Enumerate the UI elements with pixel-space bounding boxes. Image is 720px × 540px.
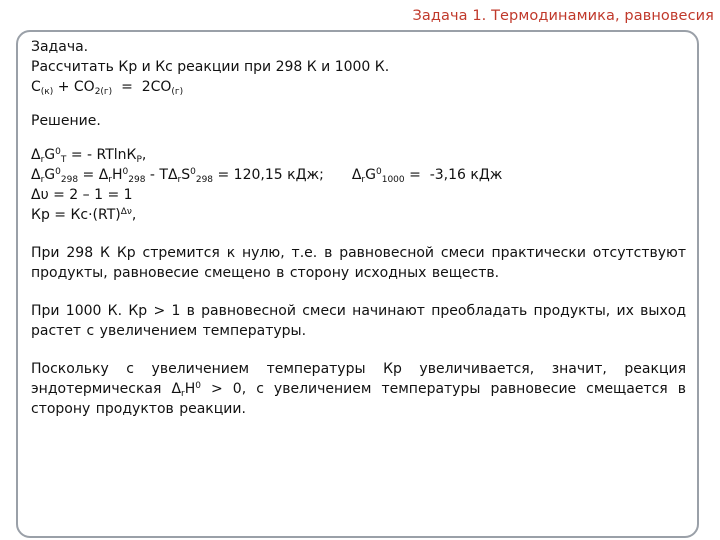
reaction-equation: $C_{(к)} + CO_{2(г)} = 2CO_{(г)}$ bbox=[31, 79, 184, 97]
gibbs-calculation: $\Delta_rG^0_{298} = \Delta_rH^0_{298} - T\Delta_rS^0_{298} = 120,15$ кДж; $\Delta_rG^0_{1000} = -3,16$ кДж bbox=[31, 167, 503, 185]
slide-title: Задача 1. Термодинамика, равновесия bbox=[412, 8, 714, 24]
delta-nu-equation: Δυ = 2 – 1 = 1 bbox=[31, 187, 133, 203]
conclusion-1000k: При 1000 К. Кp > 1 в равновесной смеси начинают преобладать продукты, их выход растет с увеличением температуры. bbox=[31, 303, 686, 339]
task-statement: Рассчитать Кp и Кc реакции при 298 К и 1000 К. bbox=[31, 59, 390, 75]
slide-content bbox=[31, 37, 686, 419]
conclusion-298k: При 298 К Кp стремится к нулю, т.е. в равновесной смеси практически отсутствуют продукты, равновесие смещено в сторону исходных веществ. bbox=[31, 245, 686, 281]
solution-heading: Решение. bbox=[31, 113, 101, 129]
kp-kc-relation: Кp = Кc·(RT)$^{\Delta\nu}$, bbox=[31, 207, 137, 223]
gibbs-equation: $\Delta_rG^0_T$ = - RTlnК$_P$, bbox=[31, 147, 147, 165]
conclusion-endothermic: Поскольку с увеличением температуры Кp увеличивается, значит, реакция эндотермическая $\Delta_rH^0 > 0$, с увеличением температуры равновесие смещается в сторону продуктов реакции. bbox=[31, 361, 686, 417]
task-heading: Задача. bbox=[31, 39, 89, 55]
